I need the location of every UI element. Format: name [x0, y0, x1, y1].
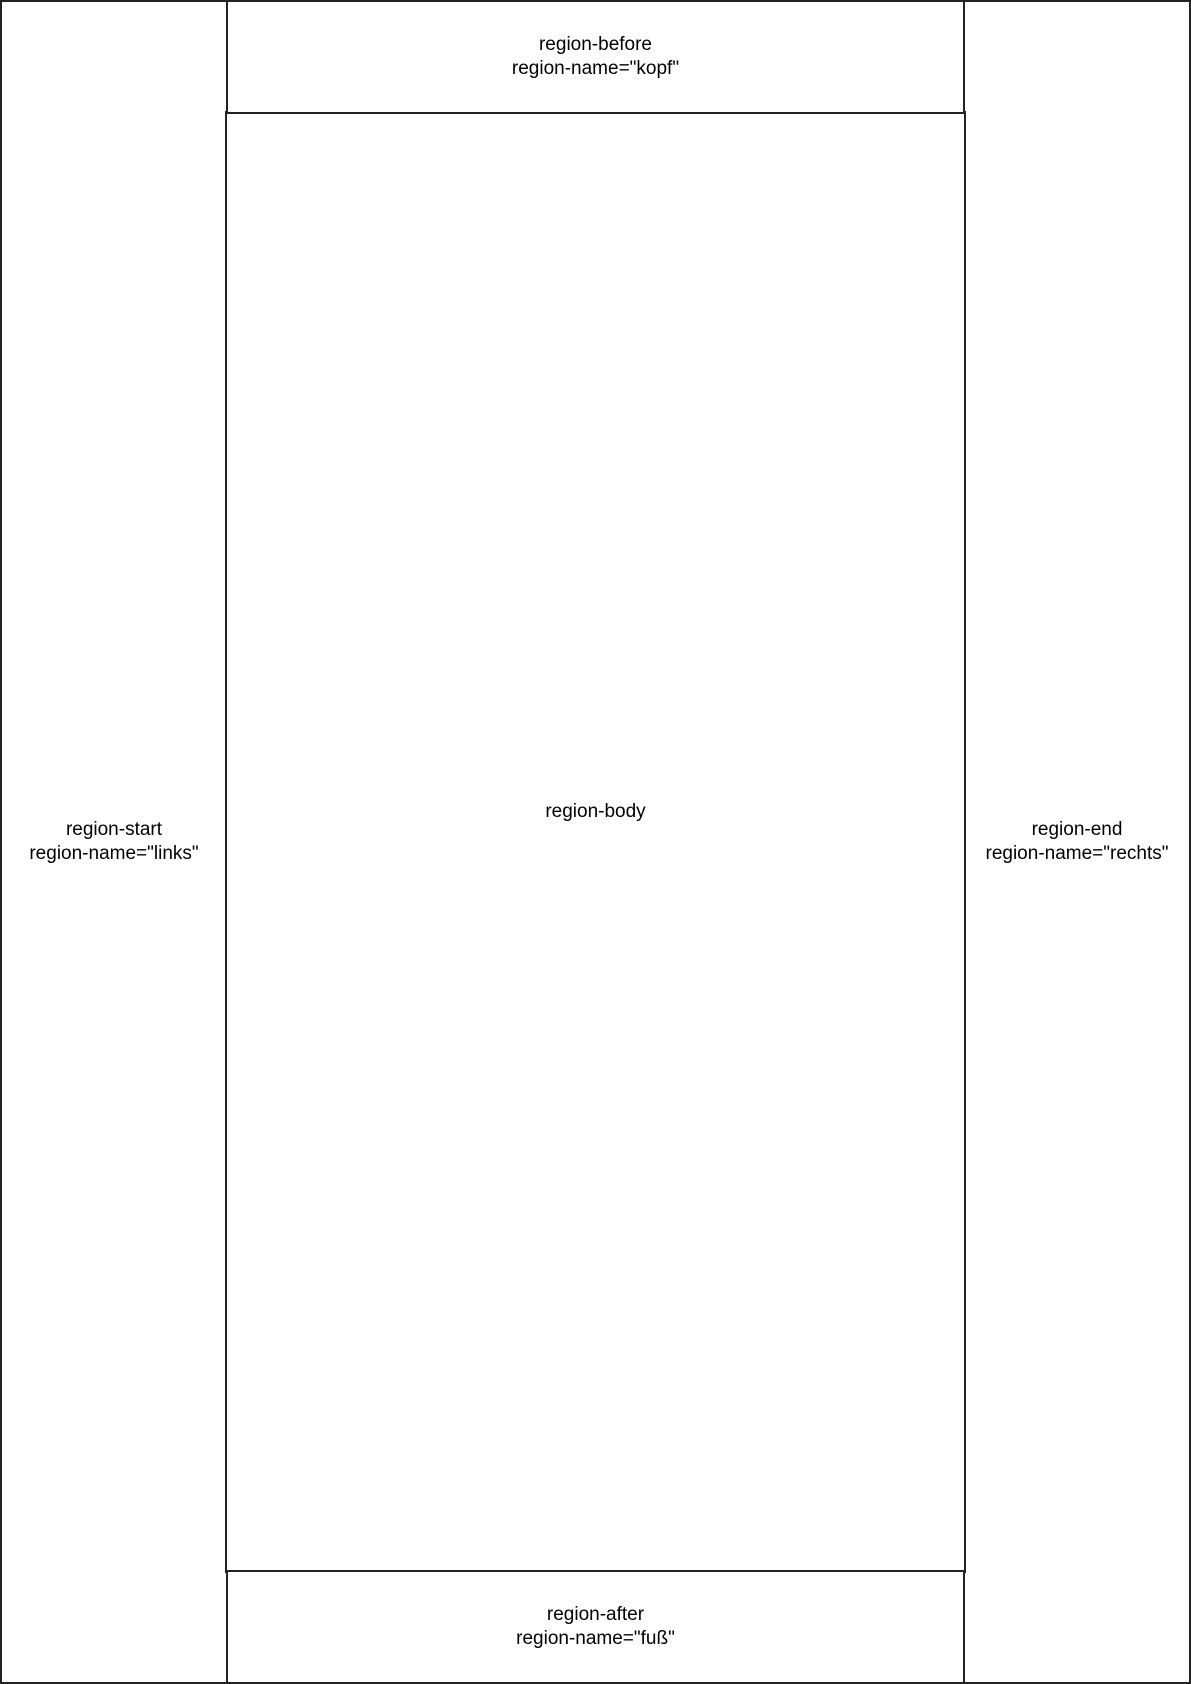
- region-end-title: region-end: [1031, 819, 1123, 840]
- region-after-name: region-name="fuß": [516, 1628, 675, 1649]
- region-end-name: region-name="rechts": [985, 843, 1169, 864]
- region-body-box: [225, 111, 966, 1573]
- region-end-box: [963, 0, 1191, 1684]
- region-before-title: region-before: [538, 34, 653, 55]
- region-start-name: region-name="links": [29, 843, 199, 864]
- region-start-box: [0, 0, 228, 1684]
- region-before-name: region-name="kopf": [511, 58, 680, 79]
- region-after-box: [226, 1570, 965, 1684]
- region-body-title: region-body: [545, 801, 646, 822]
- region-start-title: region-start: [65, 819, 163, 840]
- region-after-title: region-after: [546, 1604, 645, 1625]
- region-before-box: [226, 0, 965, 114]
